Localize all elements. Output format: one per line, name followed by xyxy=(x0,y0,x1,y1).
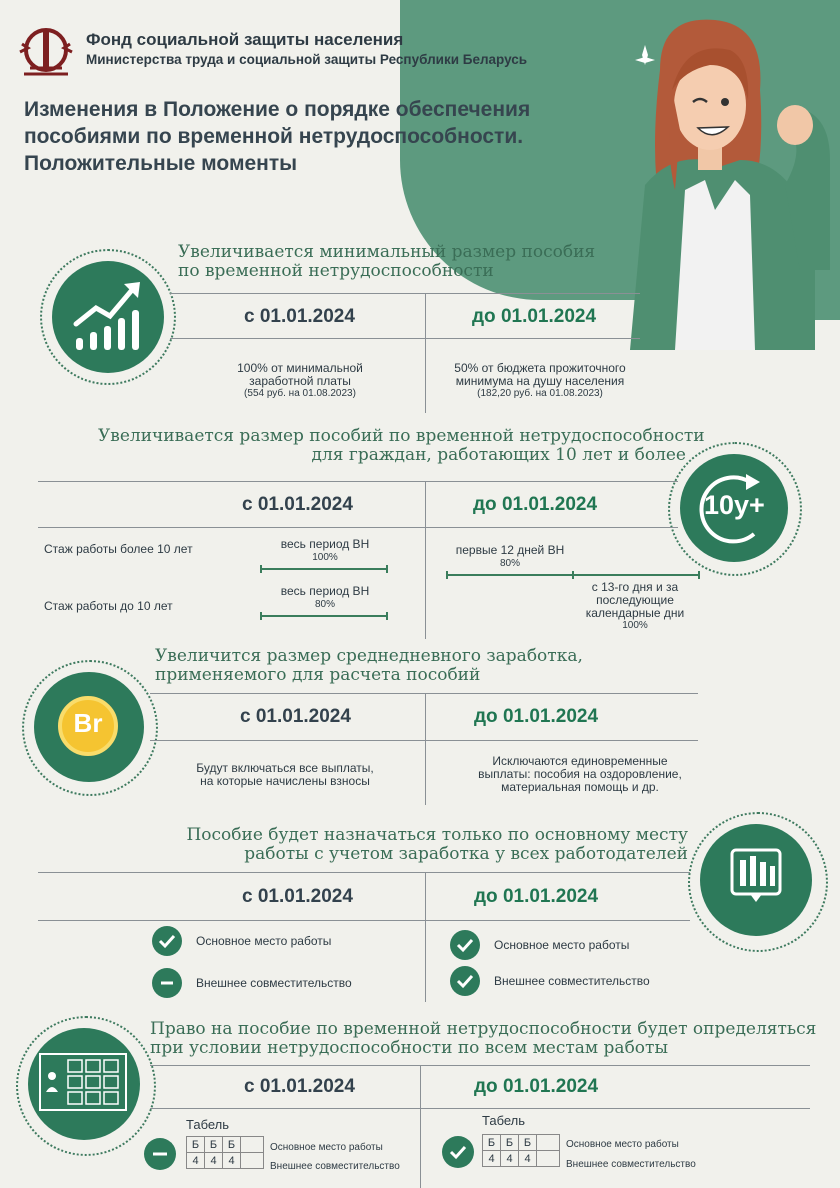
period-bar-tick xyxy=(260,565,262,573)
text-line: с 13-го дня и за xyxy=(591,580,679,594)
timesheet-icon xyxy=(38,1052,128,1114)
from-row2-period: весь период ВН xyxy=(280,584,370,598)
table-cell: 4 xyxy=(519,1151,537,1167)
table-cell xyxy=(241,1153,264,1169)
section3-title-line: Увеличится размер среднедневного заработка, xyxy=(155,646,583,666)
table-cell xyxy=(537,1151,560,1167)
item-external-job: Внешнее совместительство xyxy=(494,974,650,988)
divider xyxy=(38,920,690,921)
timesheet-table xyxy=(482,1134,560,1167)
table-label: Табель xyxy=(482,1113,526,1128)
ministry-name: Министерства труда и социальной защиты Республики Беларусь xyxy=(86,52,528,67)
table-row xyxy=(187,1137,264,1153)
text-line: минимума на душу населения xyxy=(455,374,625,388)
text-line: календарные дни xyxy=(585,606,685,620)
table-cell xyxy=(537,1135,560,1151)
period-bar-tick xyxy=(386,565,388,573)
table-cell: Б xyxy=(519,1135,537,1151)
divider xyxy=(150,1065,810,1066)
section3-from-text xyxy=(160,762,410,788)
table-row-label: Внешнее совместительство xyxy=(566,1159,696,1170)
table-row xyxy=(187,1153,264,1169)
until-first-pct: 80% xyxy=(499,558,520,569)
table-cell: 4 xyxy=(187,1153,205,1169)
date-until: до 01.01.2024 xyxy=(473,494,598,515)
divider xyxy=(38,527,678,528)
date-from: с 01.01.2024 xyxy=(240,706,351,727)
timesheet-table xyxy=(186,1136,264,1169)
section2-title-line: Увеличивается размер пособий по временной нетрудоспособности xyxy=(98,426,705,446)
text-line: последующие xyxy=(596,593,674,607)
period-bar xyxy=(260,568,388,570)
date-from: с 01.01.2024 xyxy=(244,1076,355,1097)
page-title-line: Положительные моменты xyxy=(24,152,298,175)
check-icon xyxy=(450,966,480,996)
fund-logo xyxy=(14,22,78,78)
text-line: выплаты: пособия на оздоровление, xyxy=(478,767,682,781)
divider xyxy=(425,481,426,639)
text-note: (554 руб. на 01.08.2023) xyxy=(244,388,356,399)
divider xyxy=(150,1108,810,1109)
table-row-label: Основное место работы xyxy=(566,1139,679,1150)
from-row2-pct: 80% xyxy=(314,599,335,610)
item-external-job: Внешнее совместительство xyxy=(196,976,352,990)
text-line: Исключаются единовременные xyxy=(492,754,668,768)
text-note: (182,20 руб. на 01.08.2023) xyxy=(477,388,603,399)
table-row xyxy=(483,1135,560,1151)
page-title xyxy=(24,96,624,177)
org-name: Фонд социальной защиты населения xyxy=(86,30,404,49)
from-row1-pct: 100% xyxy=(312,552,338,563)
divider xyxy=(425,693,426,805)
date-until: до 01.01.2024 xyxy=(472,306,597,327)
page-title-line: Изменения в Положение о порядке обеспечения xyxy=(24,98,531,121)
section1-title-line: Увеличивается минимальный размер пособия xyxy=(178,242,596,262)
section1-title-line: по временной нетрудоспособности xyxy=(178,261,494,281)
table-cell: Б xyxy=(501,1135,519,1151)
section1-from-text xyxy=(210,362,390,399)
from-row1-period: весь период ВН xyxy=(280,537,370,551)
text-line: материальная помощь и др. xyxy=(501,780,659,794)
divider xyxy=(150,693,698,694)
table-cell: 4 xyxy=(483,1151,501,1167)
period-bar-tick xyxy=(572,571,574,579)
table-cell: 4 xyxy=(205,1153,223,1169)
until-first-period: первые 12 дней ВН xyxy=(455,543,565,557)
table-cell: Б xyxy=(223,1137,241,1153)
item-main-job: Основное место работы xyxy=(494,938,630,952)
office-building-icon xyxy=(728,846,784,902)
period-bar-tick xyxy=(260,612,262,620)
section5-title-line: Право на пособие по временной нетрудоспособности будет определяться xyxy=(150,1019,817,1039)
table-cell: Б xyxy=(187,1137,205,1153)
divider xyxy=(150,740,698,741)
section4-title xyxy=(100,826,688,864)
row-label-under-10: Стаж работы до 10 лет xyxy=(44,599,173,613)
section1-title xyxy=(178,243,595,281)
table-cell: 4 xyxy=(223,1153,241,1169)
section2-title xyxy=(98,426,705,465)
text-line: 50% от бюджета прожиточного xyxy=(454,361,626,375)
divider xyxy=(420,1065,421,1188)
divider xyxy=(425,872,426,1002)
section3-until-text xyxy=(465,755,695,794)
date-until: до 01.01.2024 xyxy=(474,1076,599,1097)
table-cell xyxy=(241,1137,264,1153)
table-cell: 4 xyxy=(501,1151,519,1167)
section3-title xyxy=(155,647,583,685)
table-row-label: Внешнее совместительство xyxy=(270,1161,400,1172)
section5-title xyxy=(150,1020,816,1058)
row-label-over-10: Стаж работы более 10 лет xyxy=(44,542,193,556)
divider xyxy=(170,293,640,294)
item-main-job: Основное место работы xyxy=(196,934,332,948)
date-from: с 01.01.2024 xyxy=(242,494,353,515)
page-title-line: пособиями по временной нетрудоспособности. xyxy=(24,125,524,148)
growth-chart-icon xyxy=(66,276,150,356)
table-label: Табель xyxy=(186,1117,230,1132)
check-icon xyxy=(152,926,182,956)
period-bar xyxy=(260,615,388,617)
ten-years-badge: 10y+ xyxy=(704,490,765,520)
section4-title-line: Пособие будет назначаться только по основному месту xyxy=(186,825,688,845)
section1-until-text xyxy=(445,362,635,399)
date-until: до 01.01.2024 xyxy=(474,886,599,907)
text-line: заработной платы xyxy=(249,374,351,388)
date-until: до 01.01.2024 xyxy=(474,706,599,727)
text-line: на которые начислены взносы xyxy=(200,774,370,788)
divider xyxy=(38,481,678,482)
table-cell: Б xyxy=(483,1135,501,1151)
section4-title-line: работы с учетом заработка у всех работодателей xyxy=(244,844,688,864)
divider xyxy=(425,293,426,413)
until-rest-period xyxy=(570,581,700,631)
check-icon xyxy=(450,930,480,960)
date-from: с 01.01.2024 xyxy=(242,886,353,907)
coin-label: Br xyxy=(73,708,103,738)
until-rest-pct: 100% xyxy=(622,620,648,631)
period-bar-tick xyxy=(386,612,388,620)
text-line: Будут включаться все выплаты, xyxy=(196,761,374,775)
section5-title-line: при условии нетрудоспособности по всем местам работы xyxy=(150,1038,668,1058)
divider xyxy=(38,872,690,873)
section2-title-line: для граждан, работающих 10 лет и более xyxy=(311,445,686,465)
table-cell: Б xyxy=(205,1137,223,1153)
date-from: с 01.01.2024 xyxy=(244,306,355,327)
text-line: 100% от минимальной xyxy=(237,361,363,375)
check-icon xyxy=(442,1136,474,1168)
table-row-label: Основное место работы xyxy=(270,1142,383,1153)
minus-icon xyxy=(152,968,182,998)
minus-icon xyxy=(144,1138,176,1170)
period-bar-tick xyxy=(698,571,700,579)
divider xyxy=(170,338,640,339)
section3-title-line: применяемого для расчета пособий xyxy=(155,665,481,685)
woman-illustration xyxy=(590,10,840,350)
period-bar-tick xyxy=(446,571,448,579)
table-row xyxy=(483,1151,560,1167)
